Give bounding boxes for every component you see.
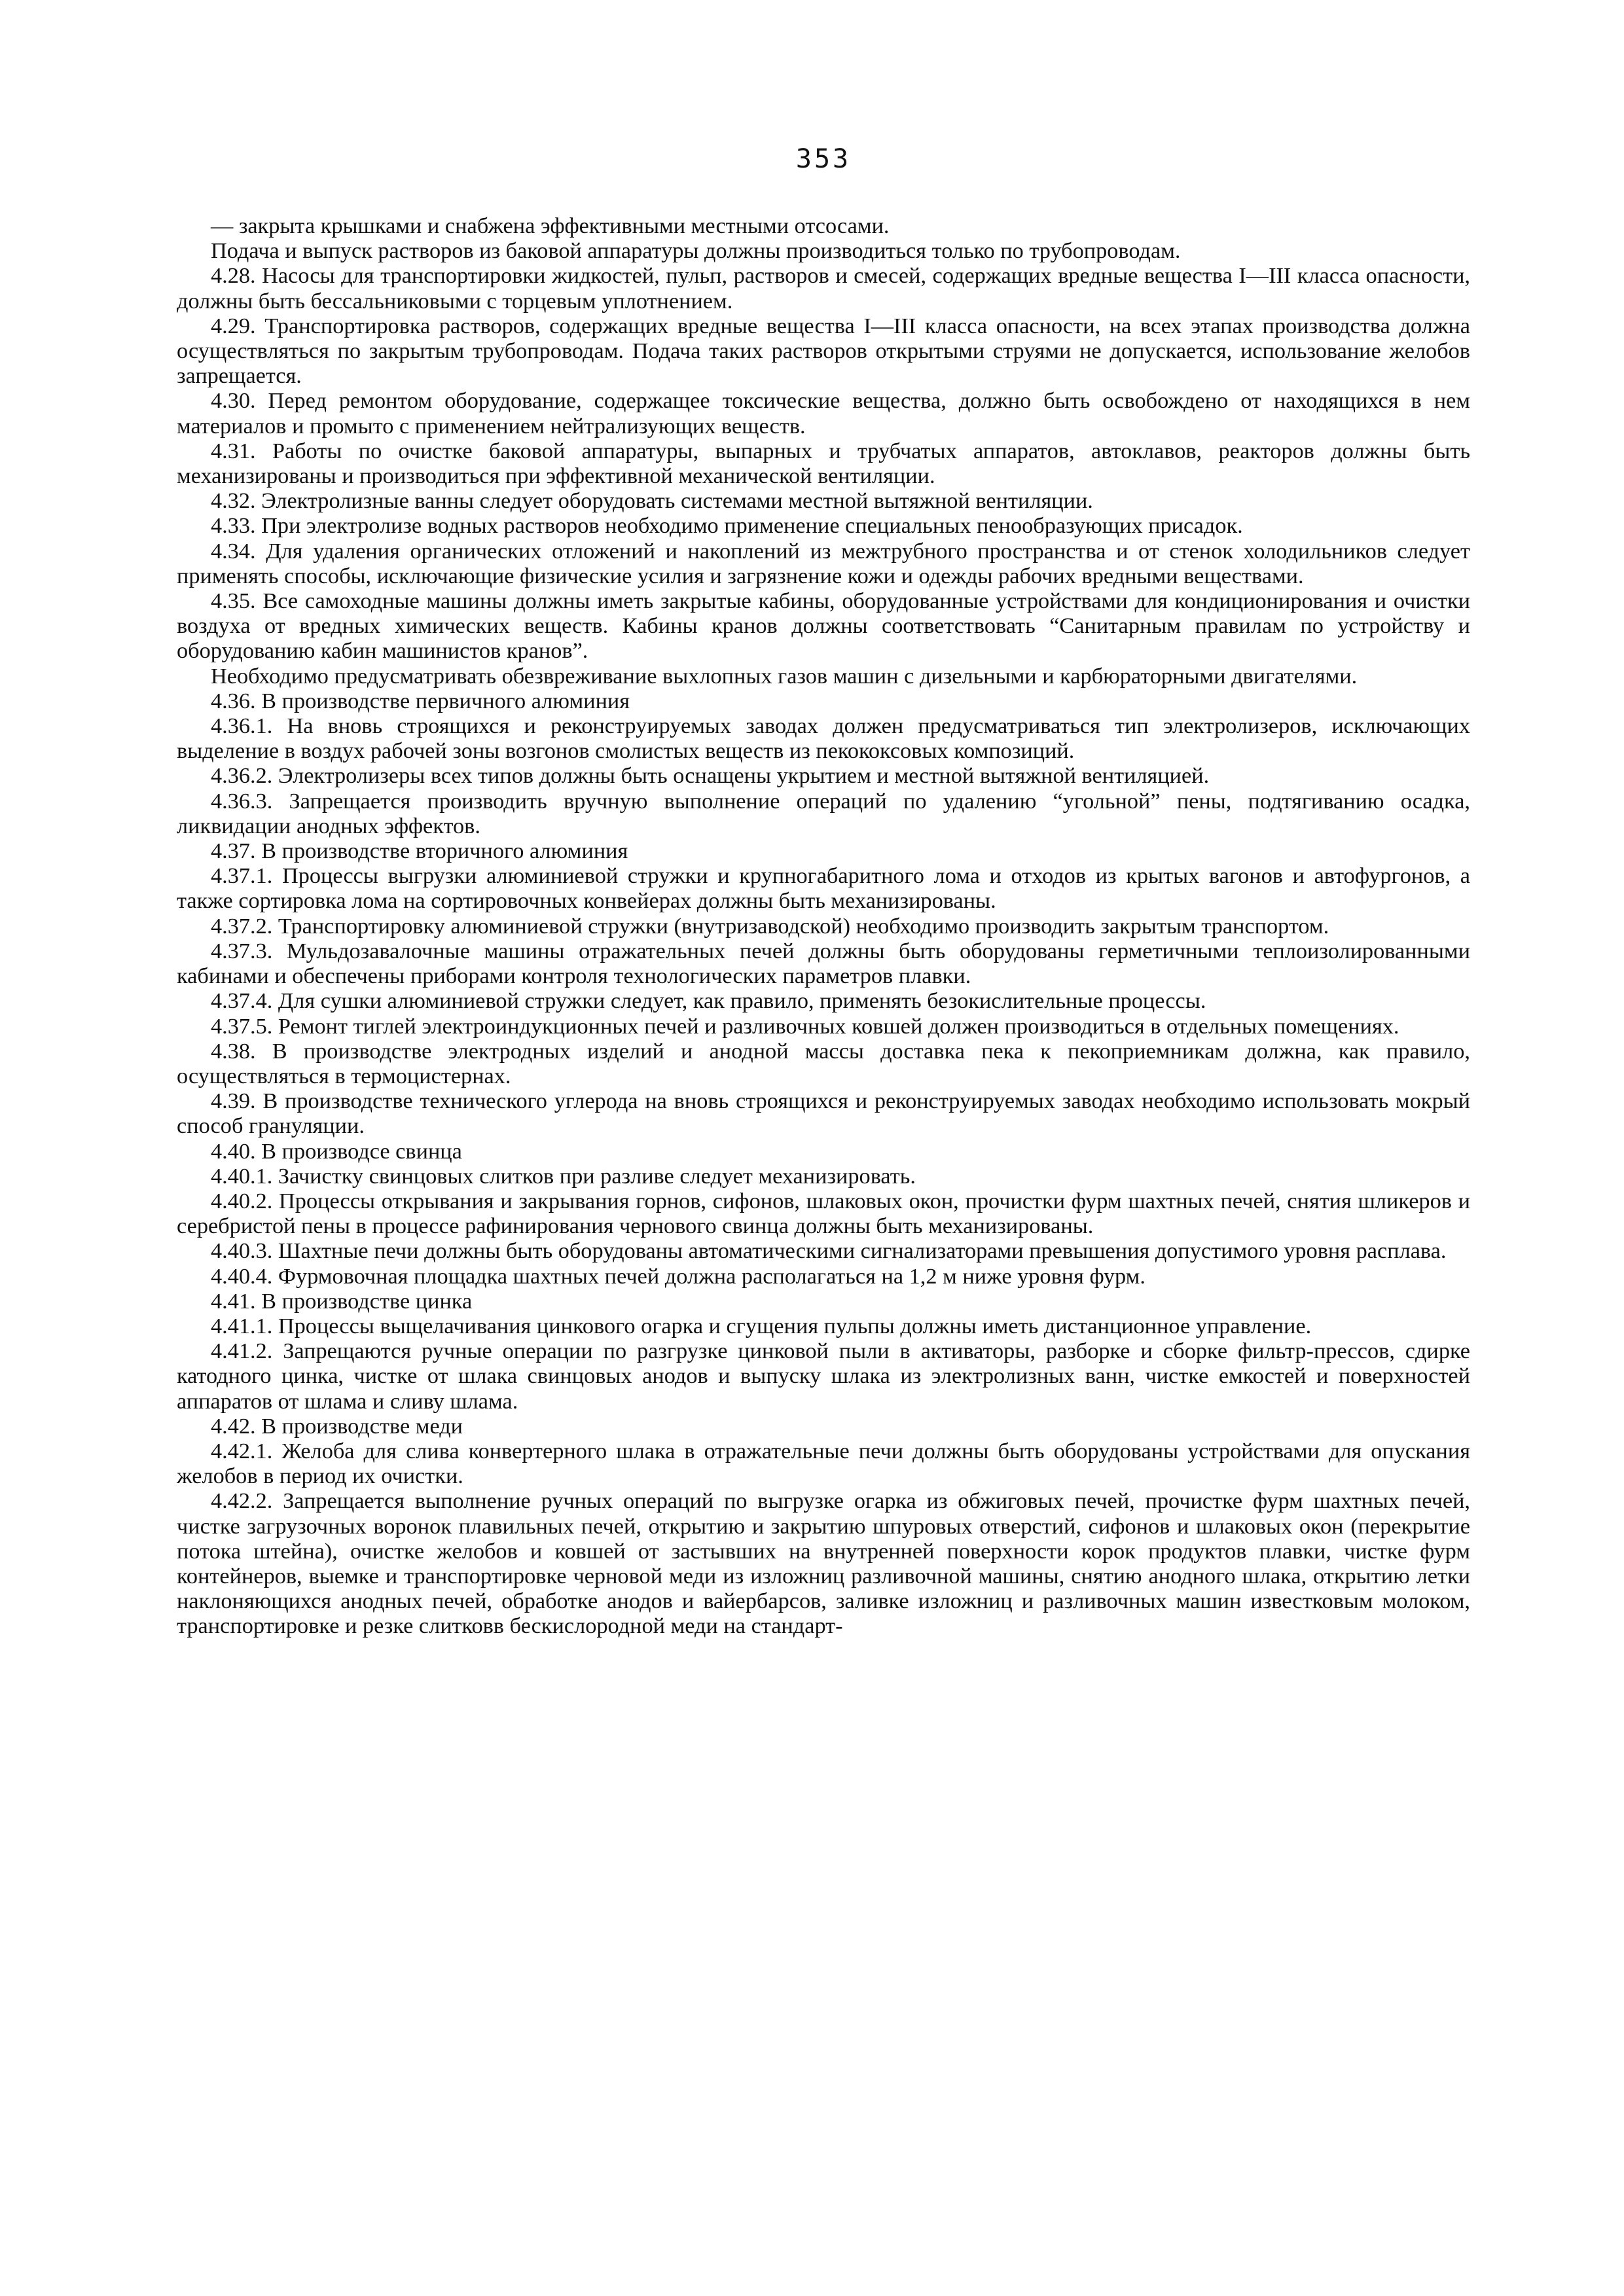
- paragraph: 4.36.2. Электролизеры всех типов должны быть оснащены укрытием и местной вытяжной вентиляцией.: [211, 763, 1210, 789]
- paragraph: 4.28. Насосы для транспортировки жидкостей, пульп, растворов и смесей, содержащих вредные вещества I—III класса опасности, должны быть бессальниковыми с торцевым уплотнением.: [177, 263, 1470, 314]
- paragraph: 4.29. Транспортировка растворов, содержащих вредные вещества I—III класса опасности, на всех этапах производства должна осуществляться по закрытым трубопроводам. Подача таких растворов открытыми струями не допускается, использование желобов запрещается.: [177, 313, 1470, 389]
- paragraph: 4.33. При электролизе водных растворов необходимо применение специальных пенообразующих присадок.: [211, 513, 1243, 539]
- paragraph: 4.42.1. Желоба для слива конвертерного шлака в отражательные печи должны быть оборудованы устройствами для опускания желобов в период их очистки.: [177, 1438, 1470, 1489]
- paragraph: 4.40.3. Шахтные печи должны быть оборудованы автоматическими сигнализаторами превышения допустимого уровня расплава.: [211, 1238, 1447, 1264]
- paragraph: 4.40.4. Фурмовочная площадка шахтных печей должна располагаться на 1,2 м ниже уровня фурм.: [211, 1263, 1146, 1289]
- section-heading: 4.40. В производсе свинца: [211, 1138, 462, 1164]
- paragraph: 4.40.2. Процессы открывания и закрывания горнов, сифонов, шлаковых окон, прочистки фурм шахтных печей, снятия шликеров и серебристой пены в процессе рафинирования чернового свинца должны быть механизированы.: [177, 1188, 1470, 1239]
- paragraph: 4.41.1. Процессы выщелачивания цинкового огарка и сгущения пульпы должны иметь дистанционное управление.: [211, 1313, 1312, 1338]
- section-heading: 4.36. В производстве первичного алюминия: [211, 688, 630, 713]
- paragraph: 4.36.3. Запрещается производить вручную выполнение операций по удалению “угольной” пены, подтягиванию осадка, ликвидации анодных эффектов.: [177, 788, 1470, 838]
- paragraph: 4.42.2. Запрещается выполнение ручных операций по выгрузке огарка из обжиговых печей, прочистке фурм шахтных печей, чистке загрузочных воронок плавильных печей, открытию и закрытию шпуровых отверстий, сифонов и шлаковых окон (перекрытие потока штейна), очистке желобов и ковшей от застывших на внутренней поверхности корок продуктов плавки, чистке фурм контейнеров, выемке и транспортировке черновой меди из изложниц разливочной машины, снятию анодного шлака, открытию летки наклоняющихся анодных печей, обработке анодов и вайербарсов, заливке изложниц и разливочных машин известковым молоком, транспортировке и резке слитковв бескислородной меди на стандарт-: [177, 1488, 1470, 1639]
- paragraph: 4.40.1. Зачистку свинцовых слитков при разливе следует механизировать.: [211, 1163, 916, 1189]
- paragraph: 4.36.1. На вновь строящихся и реконструируемых заводах должен предусматриваться тип электролизеров, исключающих выделение в воздух рабочей зоны возгонов смолистых веществ из пекококсовых композиций.: [177, 713, 1470, 764]
- section-heading: 4.37. В производстве вторичного алюминия: [211, 838, 628, 864]
- paragraph: — закрыта крышками и снабжена эффективными местными отсосами.: [211, 213, 890, 238]
- paragraph: 4.34. Для удаления органических отложений и накоплений из межтрубного пространства и от стенок холодильников следует применять способы, исключающие физические усилия и загрязнение кожи и одежды рабочих вредными веществами.: [177, 538, 1470, 588]
- paragraph: 4.31. Работы по очистке баковой аппаратуры, выпарных и трубчатых аппаратов, автоклавов, реакторов должны быть механизированы и производиться при эффективной механической вентиляции.: [177, 438, 1470, 489]
- page-number: 353: [795, 144, 852, 174]
- section-heading: 4.42. В производстве меди: [211, 1413, 463, 1439]
- paragraph: 4.37.3. Мульдозавалочные машины отражательных печей должны быть оборудованы герметичными теплоизолированными кабинами и обеспечены приборами контроля технологических параметров плавки.: [177, 938, 1470, 989]
- paragraph: 4.37.4. Для сушки алюминиевой стружки следует, как правило, применять безокислительные процессы.: [211, 988, 1206, 1014]
- paragraph: 4.39. В производстве технического углерода на вновь строящихся и реконструируемых заводах необходимо использовать мокрый способ грануляции.: [177, 1088, 1470, 1139]
- section-heading: 4.41. В производстве цинка: [211, 1288, 473, 1314]
- body-text: [177, 213, 1470, 1639]
- paragraph: 4.41.2. Запрещаются ручные операции по разгрузке цинковой пыли в активаторы, разборке и сборке фильтр-прессов, сдирке катодного цинка, чистке от шлака свинцовых анодов и выпуску шлака из электролизных ванн, чистке емкостей и поверхностей аппаратов от шлама и сливу шлама.: [177, 1338, 1470, 1414]
- paragraph: Подача и выпуск растворов из баковой аппаратуры должны производиться только по трубопроводам.: [211, 238, 1181, 264]
- paragraph: 4.38. В производстве электродных изделий и анодной массы доставка пека к пекоприемникам должна, как правило, осуществляться в термоцистернах.: [177, 1038, 1470, 1088]
- paragraph: 4.32. Электролизные ванны следует оборудовать системами местной вытяжной вентиляции.: [211, 488, 1093, 514]
- paragraph: 4.37.2. Транспортировку алюминиевой стружки (внутризаводской) необходимо производить закрытым транспортом.: [211, 913, 1329, 939]
- paragraph: Необходимо предусматривать обезвреживание выхлопных газов машин с дизельными и карбюраторными двигателями.: [211, 663, 1358, 689]
- paragraph: 4.35. Все самоходные машины должны иметь закрытые кабины, оборудованные устройствами для кондиционирования и очистки воздуха от вредных химических веществ. Кабины кранов должны соответствовать “Санитарным правилам по устройству и оборудованию кабин машинистов кранов”.: [177, 588, 1470, 664]
- paragraph: 4.37.5. Ремонт тиглей электроиндукционных печей и разливочных ковшей должен производиться в отдельных помещениях.: [211, 1013, 1399, 1039]
- paragraph: 4.37.1. Процессы выгрузки алюминиевой стружки и крупногабаритного лома и отходов из крытых вагонов и автофургонов, а также сортировка лома на сортировочных конвейерах должны быть механизированы.: [177, 863, 1470, 914]
- paragraph: 4.30. Перед ремонтом оборудование, содержащее токсические вещества, должно быть освобождено от находящихся в нем материалов и промыто с применением нейтрализующих веществ.: [177, 388, 1470, 439]
